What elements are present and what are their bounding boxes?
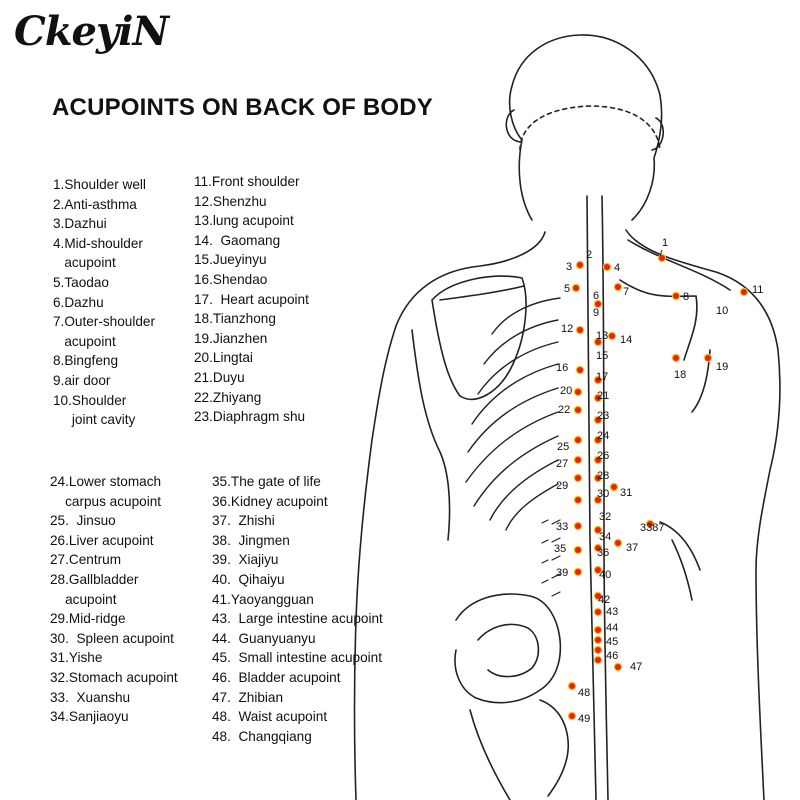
acupoint-dot [658, 254, 665, 261]
flank-lines [660, 522, 700, 600]
acupoint-dot [574, 522, 581, 529]
acupoint-number-label: 7 [623, 286, 630, 298]
rib-cage [466, 298, 560, 530]
list-item: 6.Dazhu [53, 294, 104, 310]
list-item: 32.Stomach acupoint [50, 669, 178, 685]
acupoint-markers [568, 254, 747, 719]
acupoint-number-label: 14 [620, 334, 633, 346]
list-item: joint cavity [53, 412, 136, 428]
acupoint-number-label: 9 [593, 307, 600, 319]
list-item: 17. Heart acupoint [194, 291, 309, 307]
acupoint-number-label: 36 [597, 547, 610, 559]
list-item: 47. Zhibian [212, 689, 284, 705]
acupoint-dot [576, 261, 583, 268]
acupoint-number-label: 43 [606, 606, 619, 618]
acupoint-number-label: 45 [606, 636, 619, 648]
acupoint-number-label: 6 [593, 290, 600, 302]
list-item: 36.Kidney acupoint [212, 493, 328, 509]
list-item: 46. Bladder acupoint [212, 669, 341, 685]
acupoint-number-label: 47 [630, 661, 643, 673]
acupoint-number-label: 18 [674, 369, 687, 381]
list-item: 5.Taodao [53, 274, 109, 290]
list-item: 34.Sanjiaoyu [50, 709, 129, 725]
pelvis-inner [478, 624, 538, 676]
acupoint-number-label: 5 [564, 283, 571, 295]
acupoint-dot [672, 354, 679, 361]
list-item: 41.Yaoyangguan [212, 591, 314, 607]
acupoint-number-label: 28 [597, 470, 610, 482]
list-item: 14. Gaomang [194, 232, 281, 248]
acupoint-labels [554, 237, 763, 725]
acupoint-number-label: 39 [556, 567, 569, 579]
list-item: 31.Yishe [50, 650, 103, 666]
list-item: 39. Xiajiyu [212, 552, 279, 568]
list-item: acupoint [53, 333, 116, 349]
acupoint-dot [608, 332, 615, 339]
list-item: 13.lung acupoint [194, 213, 294, 229]
acupoint-dot [576, 366, 583, 373]
acupoint-dot [740, 288, 747, 295]
acupoint-dot [574, 388, 581, 395]
acupoint-dot [594, 626, 601, 633]
list-item: 29.Mid-ridge [50, 611, 126, 627]
list-item: 37. Zhishi [212, 513, 275, 529]
acupoint-number-label: 34 [599, 531, 612, 543]
list-item: 23.Diaphragm shu [194, 409, 306, 425]
list-item: 10.Shoulder [53, 392, 127, 408]
acupoint-dot [594, 646, 601, 653]
acupoint-number-label: 1 [662, 237, 669, 249]
acupoint-dot [576, 326, 583, 333]
list-item: 11.Front shoulder [194, 174, 300, 189]
list-item: 3.Dazhui [53, 216, 107, 232]
acupoint-number-label: 24 [597, 430, 610, 442]
acupoint-number-label: 16 [556, 362, 569, 374]
acupoint-number-label: 26 [597, 450, 610, 462]
acupoint-number-label: 33 [556, 521, 569, 533]
acupoint-number-label: 19 [716, 361, 729, 373]
list-item: 38. Jingmen [212, 532, 290, 548]
acupoint-dot [574, 406, 581, 413]
hairline [520, 106, 660, 150]
list-item: 40. Qihaiyu [212, 571, 285, 587]
list-item: 2.Anti-asthma [53, 196, 137, 212]
acupoint-number-label: 12 [561, 323, 574, 335]
acupoint-dot [568, 712, 575, 719]
acupoint-number-label: 2 [586, 249, 593, 261]
list-item: 18.Tianzhong [194, 311, 276, 327]
acupoint-number-label: 4 [614, 262, 621, 274]
list-item: 8.Bingfeng [53, 353, 119, 369]
back-contour-right [628, 240, 730, 290]
pelvis-outline [455, 594, 560, 703]
list-item: 15.Jueyinyu [194, 252, 267, 268]
list-item: 22.Zhiyang [194, 389, 262, 405]
acupoint-number-label: 17 [596, 371, 609, 383]
list-item: 45. Small intestine acupoint [212, 650, 383, 666]
list-item: 35.The gate of life [212, 474, 321, 489]
acupoint-dot [574, 496, 581, 503]
list-item: acupoint [53, 255, 116, 271]
acupoint-number-label: 42 [598, 594, 611, 606]
list-item: 16.Shendao [194, 271, 268, 287]
acupoint-dot [574, 474, 581, 481]
list-item: 26.Liver acupoint [50, 532, 154, 548]
acupoint-number-label: 25 [557, 441, 570, 453]
acupoint-dot [610, 483, 617, 490]
list-item: 19.Jianzhen [194, 330, 268, 346]
acupoint-number-label: 22 [558, 404, 571, 416]
acupoint-number-label: 35 [554, 543, 567, 555]
list-item: 7.Outer-shoulder [53, 314, 156, 330]
hip-line [470, 710, 510, 800]
acupoint-number-label: 49 [578, 713, 591, 725]
acupoint-dot [574, 456, 581, 463]
acupoint-dot [614, 663, 621, 670]
acupoint-dot [672, 292, 679, 299]
acupoint-number-label: 32 [599, 511, 612, 523]
acupoint-dot [594, 656, 601, 663]
acupoint-dot [594, 636, 601, 643]
acupoint-number-label: 21 [597, 390, 610, 402]
acupoint-number-label: 20 [560, 385, 573, 397]
sacrum-outline [540, 700, 568, 796]
list-item: 44. Guanyuanyu [212, 630, 316, 646]
list-item: acupoint [50, 591, 117, 607]
list-item: 9.air door [53, 372, 111, 388]
list-item: 12.Shenzhu [194, 193, 267, 209]
list-item: 25. Jinsuo [50, 513, 116, 529]
acupoint-number-label: 30 [597, 488, 610, 500]
acupoint-number-label: 31 [620, 487, 633, 499]
list-item: 24.Lower stomach [50, 474, 162, 489]
acupoint-number-label: 13 [596, 330, 609, 342]
acupoint-number-label: 10 [716, 305, 729, 317]
acupoint-dot [574, 546, 581, 553]
list-item: carpus acupoint [50, 493, 162, 509]
acupoint-number-label: 23 [597, 410, 610, 422]
list-item: 21.Duyu [194, 369, 245, 385]
list-item: 28.Gallbladder [50, 571, 139, 587]
acupoint-number-label: 40 [599, 569, 612, 581]
acupoint-dot [603, 263, 610, 270]
acupoint-number-label: 29 [556, 480, 569, 492]
acupoint-dot [704, 354, 711, 361]
acupoint-number-label: 3387 [640, 522, 665, 534]
list-item: 27.Centrum [50, 552, 122, 568]
acupoint-dot [572, 284, 579, 291]
list-item: 33. Xuanshu [50, 689, 131, 705]
list-item: 48. Waist acupoint [212, 709, 328, 725]
head-outline [510, 35, 662, 220]
acupoint-number-label: 11 [752, 284, 764, 296]
acupoint-number-label: 27 [556, 458, 569, 470]
acupoint-dot [614, 539, 621, 546]
acupoint-number-label: 46 [606, 650, 619, 662]
acupoint-dot [574, 436, 581, 443]
list-item: 4.Mid-shoulder [53, 235, 143, 251]
acupoint-dot [574, 568, 581, 575]
list-item: 30. Spleen acupoint [50, 630, 174, 646]
acupoint-number-label: 48 [578, 687, 591, 699]
list-item: 43. Large intestine acupoint [212, 611, 383, 627]
acupoint-dot [568, 682, 575, 689]
scapula-spine [440, 286, 524, 300]
brand-logo: CkeyiN [14, 8, 168, 55]
acupoint-number-label: 3 [566, 261, 573, 273]
list-item: 1.Shoulder well [53, 177, 146, 192]
acupoint-dot [614, 283, 621, 290]
page-title: ACUPOINTS ON BACK OF BODY [52, 94, 434, 121]
torso-outline-right [626, 230, 780, 800]
acupoint-number-label: 37 [626, 542, 639, 554]
acupoint-dot [594, 608, 601, 615]
list-item: 20.Lingtai [194, 350, 253, 366]
acupoint-number-label: 44 [606, 622, 619, 634]
acupoint-number-label: 8 [683, 291, 690, 303]
list-item: 48. Changqiang [212, 728, 312, 744]
acupoint-number-label: 15 [596, 350, 609, 362]
